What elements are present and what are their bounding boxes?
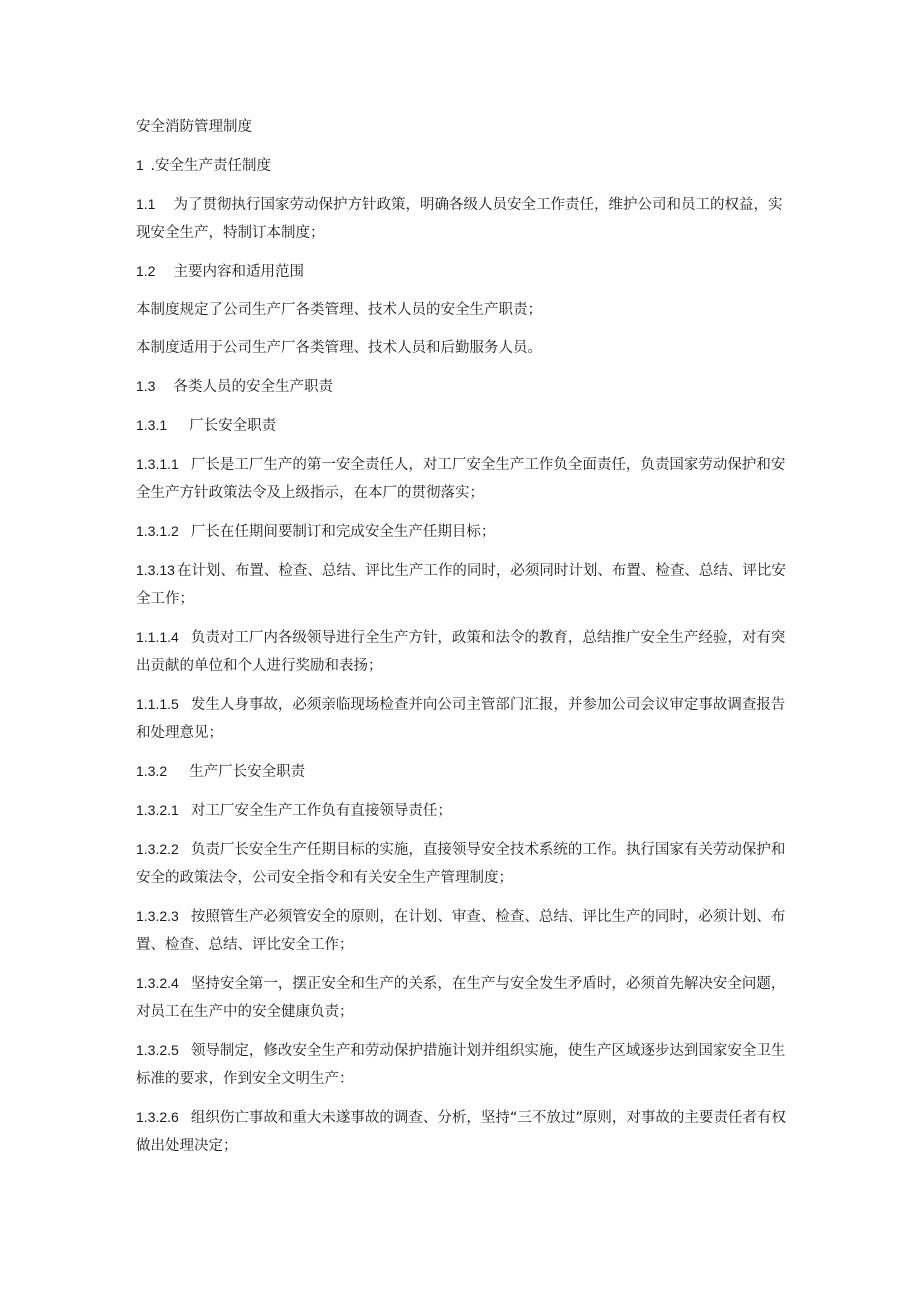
- section-number: 1.3: [136, 378, 156, 394]
- paragraph-text: 对工厂安全生产工作负有直接领导责任；: [190, 803, 452, 819]
- section-number: 1.3.13: [136, 562, 175, 578]
- section-number: 1.3.1.2: [136, 523, 179, 539]
- section-number: 1.1.1.5: [136, 696, 179, 712]
- paragraph-text: 厂长是工厂生产的第一安全责任人，对工厂安全生产工作负全面责任，负责国家劳动保护和安全生产方针政策法令及上级指示，在本厂的贯彻落实；: [136, 457, 786, 501]
- paragraph-text: 组织伤亡事故和重大未遂事故的调查、分析，坚持“三不放过”原则，对事故的主要责任者有权做出处理决定；: [136, 1110, 786, 1154]
- paragraph-text: 厂长在任期间要制订和完成安全生产任期目标；: [190, 524, 496, 540]
- paragraph-text: 发生人身事故，必须亲临现场检查并向公司主管部门汇报，并参加公司会议审定事故调查报告和处理意见；: [136, 697, 786, 741]
- section-number: 1: [136, 157, 144, 173]
- document-title: 安全消防管理制度: [136, 119, 252, 135]
- section-number: 1.3.2.5: [136, 1042, 179, 1058]
- section-number: 1.3.2.1: [136, 802, 179, 818]
- paragraph-text: 本制度适用于公司生产厂各类管理、技术人员和后勤服务人员。: [136, 340, 542, 356]
- paragraph: [136, 372, 796, 401]
- paragraph: [136, 690, 796, 747]
- paragraph: [136, 190, 796, 247]
- section-number: 1.3.2.3: [136, 908, 179, 924]
- paragraph: [136, 1103, 796, 1160]
- paragraph: [136, 902, 796, 959]
- paragraph-text: 在计划、布置、检查、总结、评比生产工作的同时，必须同时计划、布置、检查、总结、评比安全工作；: [136, 563, 786, 607]
- paragraph: [136, 1036, 796, 1093]
- section-number: 1.3.2.6: [136, 1109, 179, 1125]
- section-number: 1.3.1.1: [136, 456, 179, 472]
- section-number: 1.1: [136, 196, 156, 212]
- paragraph-text: 领导制定，修改安全生产和劳动保护措施计划并组织实施，使生产区域逐步达到国家安全卫生标准的要求，作到安全文明生产：: [136, 1043, 786, 1087]
- paragraph-text: 各类人员的安全生产职责: [173, 379, 333, 395]
- paragraph-text: 主要内容和适用范围: [173, 264, 304, 280]
- paragraph-text: 坚持安全第一，摆正安全和生产的关系，在生产与安全发生矛盾时，必须首先解决安全问题，对员工在生产中的安全健康负责；: [136, 976, 786, 1020]
- paragraph: [136, 257, 796, 286]
- paragraph: [136, 334, 796, 362]
- document-body: [136, 113, 796, 1170]
- paragraph-text: 生产厂长安全职责: [189, 764, 306, 780]
- paragraph-text: .安全生产责任制度: [145, 158, 272, 174]
- paragraph: [136, 835, 796, 892]
- paragraph: [136, 151, 796, 180]
- section-number: 1.3.1: [136, 417, 168, 433]
- paragraph: [136, 450, 796, 507]
- paragraph-text: 负责对工厂内各级领导进行全生产方针，政策和法令的教育，总结推广安全生产经验，对有突出贡献的单位和个人进行奖励和表扬；: [136, 630, 786, 674]
- paragraph: [136, 623, 796, 680]
- paragraph-text: 按照管生产必须管安全的原则，在计划、审查、检查、总结、评比生产的同时，必须计划、布置、检查、总结、评比安全工作；: [136, 909, 786, 953]
- paragraph: [136, 757, 796, 786]
- paragraph-text: 为了贯彻执行国家劳动保护方针政策，明确各级人员安全工作责任，维护公司和员工的权益，实现安全生产，特制订本制度；: [136, 197, 783, 241]
- paragraph: [136, 796, 796, 825]
- section-number: 1.1.1.4: [136, 629, 179, 645]
- paragraph: [136, 411, 796, 440]
- paragraph-text: 厂长安全职责: [189, 418, 277, 434]
- paragraph: [136, 517, 796, 546]
- section-number: 1.3.2.4: [136, 975, 179, 991]
- section-number: 1.3.2: [136, 763, 168, 779]
- section-number: 1.2: [136, 263, 156, 279]
- paragraph: [136, 556, 796, 613]
- paragraph: [136, 296, 796, 324]
- paragraph-text: 本制度规定了公司生产厂各类管理、技术人员的安全生产职责；: [136, 302, 542, 318]
- section-number: 1.3.2.2: [136, 841, 179, 857]
- paragraph-text: 负责厂长安全生产任期目标的实施，直接领导安全技术系统的工作。执行国家有关劳动保护和安全的政策法令，公司安全指令和有关安全生产管理制度；: [136, 842, 786, 886]
- paragraph: [136, 969, 796, 1026]
